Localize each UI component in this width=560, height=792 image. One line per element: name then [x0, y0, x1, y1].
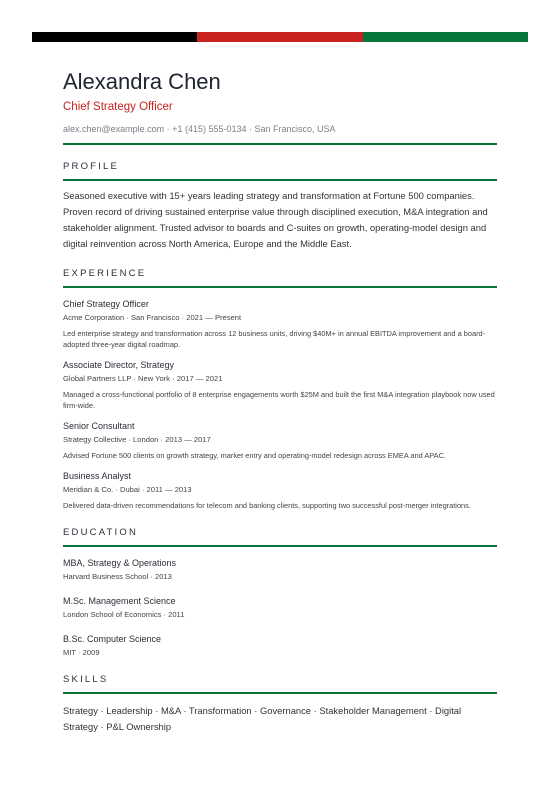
experience-list — [63, 298, 497, 511]
experience-divider — [63, 286, 497, 288]
header-divider — [63, 143, 497, 145]
education-heading: EDUCATION — [63, 527, 139, 538]
job-description: Managed a cross-functional portfolio of 8 enterprise engagements worth $25M and built the first M&A integration playbook now used firm-wide. — [63, 390, 495, 410]
profile-divider — [63, 179, 497, 181]
skills-text: Strategy · Leadership · M&A · Transformation · Governance · Stakeholder Management · Digital Strategy · P&L Ownership — [63, 705, 462, 732]
skills-divider — [63, 692, 497, 694]
experience-item — [63, 359, 497, 411]
job-meta: Strategy Collective · London · 2013 — 2017 — [63, 435, 211, 444]
job-title: Business Analyst — [63, 471, 132, 481]
candidate-name: Alexandra Chen — [63, 69, 221, 94]
degree-meta: London School of Economics · 2011 — [63, 610, 185, 619]
experience-item — [63, 420, 497, 461]
education-divider — [63, 545, 497, 547]
job-meta: Meridian & Co. · Dubai · 2011 — 2013 — [63, 485, 192, 494]
candidate-title: Chief Strategy Officer — [63, 101, 173, 113]
experience-item — [63, 298, 497, 350]
job-title: Senior Consultant — [63, 421, 135, 431]
job-description: Delivered data-driven recommendations for telecom and banking clients, supporting two successful post-merger integrations. — [63, 501, 471, 510]
job-title: Associate Director, Strategy — [63, 360, 175, 370]
profile-text: Seasoned executive with 15+ years leading strategy and transformation at Fortune 500 companies. Proven record of driving sustained enterprise value through disciplined execution, M&A integration and stakeholder alignment. Trusted advisor to boards and C-suites on growth, operating-model design and digital reinvention across North America, Europe and the Middle East. — [63, 190, 488, 249]
education-item — [63, 633, 497, 658]
education-item — [63, 595, 497, 620]
bar-black — [32, 32, 197, 42]
job-title: Chief Strategy Officer — [63, 299, 149, 309]
tricolor-bar — [32, 32, 528, 42]
resume-content — [63, 68, 497, 735]
bar-red — [197, 32, 362, 42]
bar-green — [363, 32, 528, 42]
education-list — [63, 557, 497, 658]
skills-heading: SKILLS — [63, 674, 109, 685]
experience-item — [63, 470, 497, 511]
education-item — [63, 557, 497, 582]
job-meta: Global Partners LLP · New York · 2017 — 2021 — [63, 374, 223, 383]
profile-heading: PROFILE — [63, 161, 120, 172]
experience-heading: EXPERIENCE — [63, 268, 147, 279]
degree-name: M.Sc. Management Science — [63, 596, 176, 606]
degree-name: MBA, Strategy & Operations — [63, 558, 177, 568]
degree-name: B.Sc. Computer Science — [63, 634, 162, 644]
degree-meta: Harvard Business School · 2013 — [63, 572, 172, 581]
job-description: Advised Fortune 500 clients on growth strategy, market entry and operating-model redesign across EMEA and APAC. — [63, 451, 447, 460]
contact-line: alex.chen@example.com · +1 (415) 555-0134 · San Francisco, USA — [63, 124, 336, 134]
job-meta: Acme Corporation · San Francisco · 2021 — Present — [63, 313, 242, 322]
job-description: Led enterprise strategy and transformation across 12 business units, driving $40M+ in annual EBITDA improvement and a board-adopted three-year digital roadmap. — [63, 329, 486, 349]
degree-meta: MIT · 2009 — [63, 648, 100, 657]
